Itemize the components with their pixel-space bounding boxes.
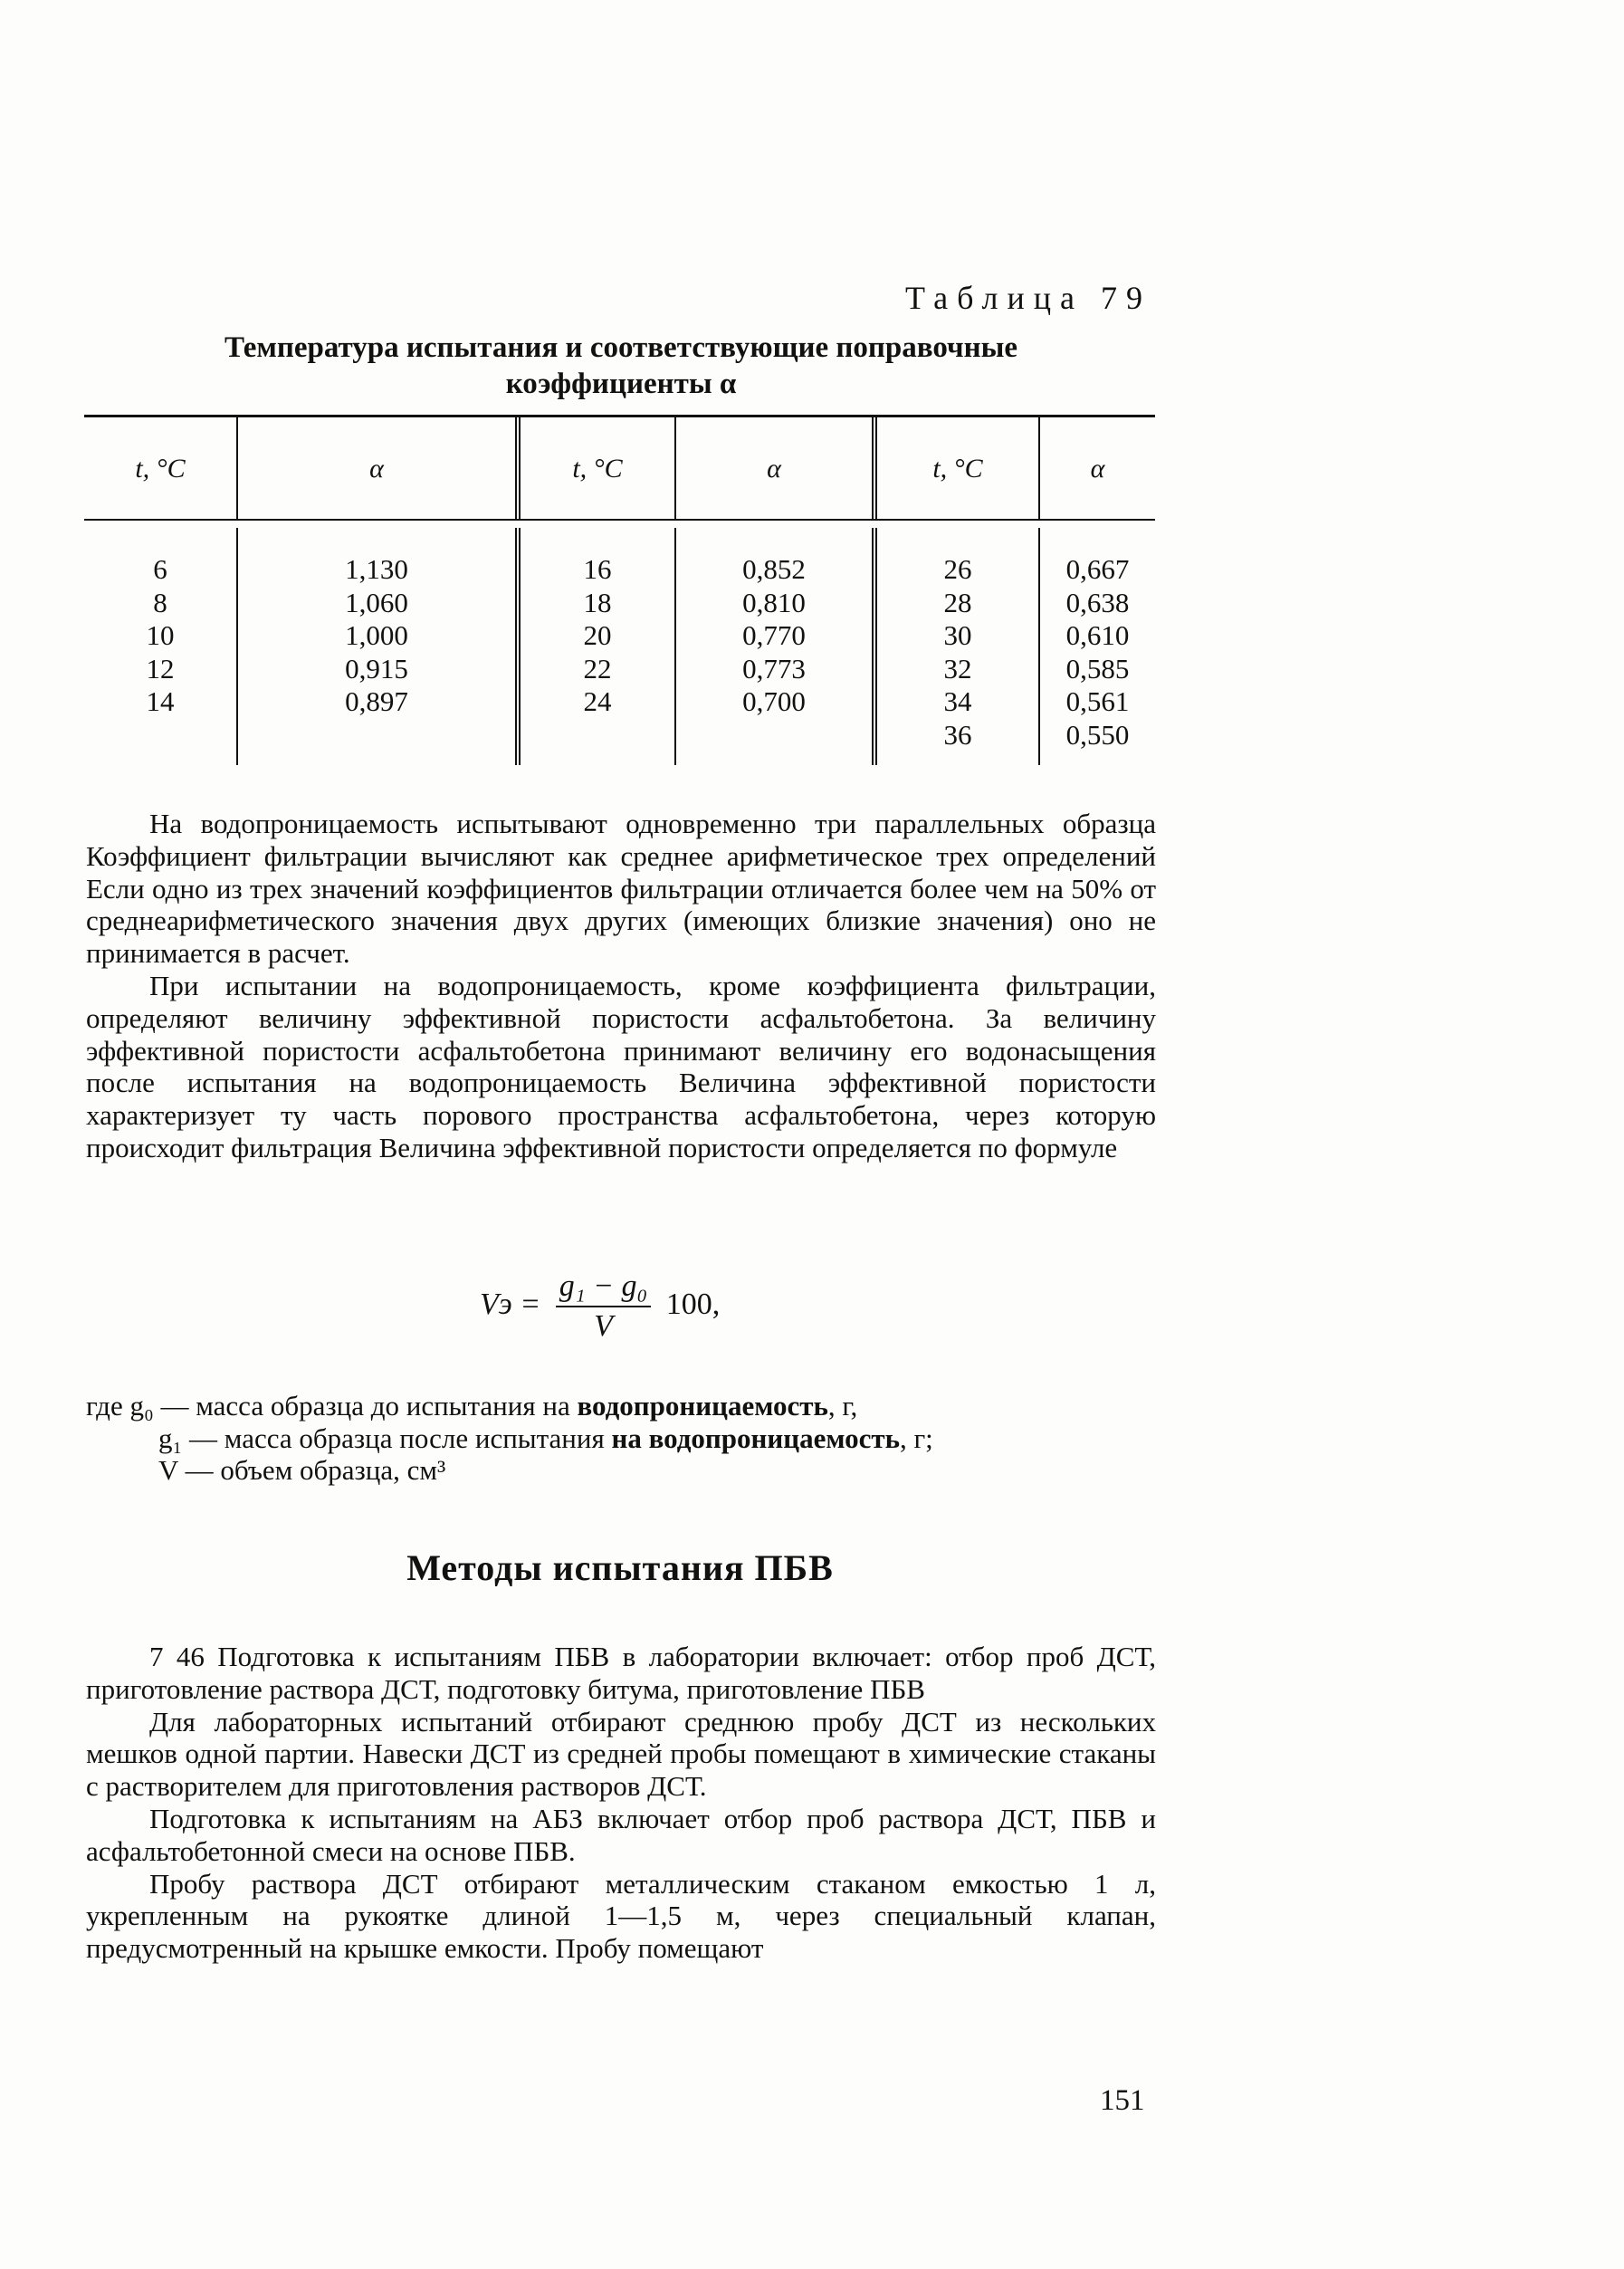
paragraph: 7 46 Подготовка к испытаниям ПБВ в лаборатории включает: отбор проб ДСТ, приготовление раствора ДСТ, подготовку битума, приготовление ПБВ xyxy=(86,1641,1156,1705)
column-values xyxy=(1040,553,1155,752)
porosity-formula xyxy=(480,1269,720,1344)
table-cell: 34 xyxy=(943,685,972,717)
table-caption: Таблица 79 xyxy=(905,280,1151,316)
definition-text: , г; xyxy=(899,1422,933,1454)
page-number: 151 xyxy=(1100,2084,1145,2117)
table-cell: 20 xyxy=(583,619,612,651)
section-heading: Методы испытания ПБВ xyxy=(406,1547,834,1588)
definition-g0 xyxy=(86,1390,1156,1422)
paragraph: Пробу раствора ДСТ отбирают металлическим стаканом емкостью 1 л, укрепленным на рукоятке длиной 1—1,5 м, через специальный клапан, предусмотренный на крышке емкости. Пробу помещают xyxy=(86,1867,1156,1965)
table-column-t2 xyxy=(521,417,674,765)
table-cell: 0,915 xyxy=(345,652,408,685)
table-cell: 16 xyxy=(583,553,612,585)
table-cell: 0,561 xyxy=(1065,685,1130,717)
definition-text: где g₀ — масса образца до испытания на xyxy=(86,1390,578,1422)
paragraph: Подготовка к испытаниям на АБЗ включает отбор проб раствора ДСТ, ПБВ и асфальтобетонной смеси на основе ПБВ. xyxy=(86,1802,1156,1867)
table-cell: 0,852 xyxy=(742,553,806,585)
table-column-t3 xyxy=(877,417,1038,765)
column-values xyxy=(84,553,236,719)
table-title-line1: Температура испытания и соответствующие поправочные xyxy=(224,331,1018,364)
table-cell: 1,060 xyxy=(345,586,408,618)
table-cell: 10 xyxy=(146,619,175,651)
paragraph: Для лабораторных испытаний отбирают среднюю пробу ДСТ из нескольких мешков одной партии. Навески ДСТ из средней пробы помещают в химические стаканы с растворителем для приготовления растворов ДСТ. xyxy=(86,1705,1156,1803)
table-cell: 0,810 xyxy=(742,586,806,618)
table-cell: 1,000 xyxy=(345,619,408,651)
formula-denominator: V xyxy=(594,1309,613,1343)
definition-text: g₁ — масса образца после испытания xyxy=(158,1422,612,1454)
formula-numerator: g₁ − g₀ xyxy=(556,1269,652,1307)
table-column-a3 xyxy=(1040,417,1155,765)
table-cell: 0,638 xyxy=(1065,586,1130,618)
definition-text: , г, xyxy=(827,1390,858,1422)
table-cell: 36 xyxy=(943,718,972,751)
table-column-a2 xyxy=(676,417,872,765)
table-cell: 0,610 xyxy=(1065,619,1130,651)
table-cell: 0,770 xyxy=(742,619,806,651)
column-header: α xyxy=(767,454,781,483)
body-text-lower xyxy=(86,1641,1156,1965)
table-cell: 0,550 xyxy=(1065,718,1130,751)
body-text-upper xyxy=(86,808,1156,1164)
table-cell: 0,897 xyxy=(345,685,408,717)
table-cell: 22 xyxy=(583,652,612,685)
table-cell: 0,700 xyxy=(742,685,806,717)
column-header: α xyxy=(369,454,384,483)
column-values xyxy=(521,553,674,719)
table-cell: 0,667 xyxy=(1065,553,1130,585)
column-header: t, °C xyxy=(572,454,623,483)
definition-bold: на водопроницаемость xyxy=(611,1422,900,1454)
definition-v: V — объем образца, см³ xyxy=(158,1454,446,1486)
table-cell: 24 xyxy=(583,685,612,717)
table-cell: 32 xyxy=(943,652,972,685)
column-values xyxy=(238,553,515,719)
table-column-t1 xyxy=(84,417,236,765)
table-cell: 18 xyxy=(583,586,612,618)
formula-definitions xyxy=(86,1390,1156,1487)
column-header: t, °C xyxy=(932,454,983,483)
column-values xyxy=(877,553,1038,752)
column-header: t, °C xyxy=(135,454,186,483)
paragraph: При испытании на водопроницаемость, кроме коэффициента фильтрации, определяют величину эффективной пористости асфальтобетона. За величину эффективной пористости асфальтобетона принимают величину его водонасыщения после испытания на водопроницаемость Величина эффективной пористости характеризует ту часть порового пространства асфальтобетона, через которую происходит фильтрация Величина эффективной пористости определяется по формуле xyxy=(86,969,1156,1163)
formula-lhs: Vэ = xyxy=(480,1287,541,1321)
table-cell: 30 xyxy=(943,619,972,651)
table-cell: 14 xyxy=(146,685,175,717)
definition-g1 xyxy=(86,1422,1156,1455)
table-title xyxy=(91,330,1151,402)
table-cell: 26 xyxy=(943,553,972,585)
table-cell: 6 xyxy=(153,553,167,585)
paragraph: На водопроницаемость испытывают одновременно три параллельных образца Коэффициент фильтрации вычисляют как среднее арифметическое трех определений Если одно из трех значений коэффициентов фильтрации отличается более чем на 50% от среднеарифметического значения двух других (имеющих близкие значения) оно не принимается в расчет. xyxy=(86,808,1156,970)
table-title-line2: коэффициенты α xyxy=(505,368,737,400)
column-values xyxy=(676,553,872,719)
table-cell: 0,585 xyxy=(1065,652,1130,685)
table-cell: 12 xyxy=(146,652,175,685)
formula-tail: 100, xyxy=(665,1287,721,1321)
correction-coefficient-table xyxy=(84,415,1155,765)
table-cell: 28 xyxy=(943,586,972,618)
column-header: α xyxy=(1090,454,1105,483)
table-column-a1 xyxy=(238,417,515,765)
formula-fraction xyxy=(556,1269,652,1344)
definition-bold: водопроницаемость xyxy=(577,1390,828,1422)
table-cell: 8 xyxy=(153,586,167,618)
table-cell: 0,773 xyxy=(742,652,806,685)
table-cell: 1,130 xyxy=(345,553,408,585)
